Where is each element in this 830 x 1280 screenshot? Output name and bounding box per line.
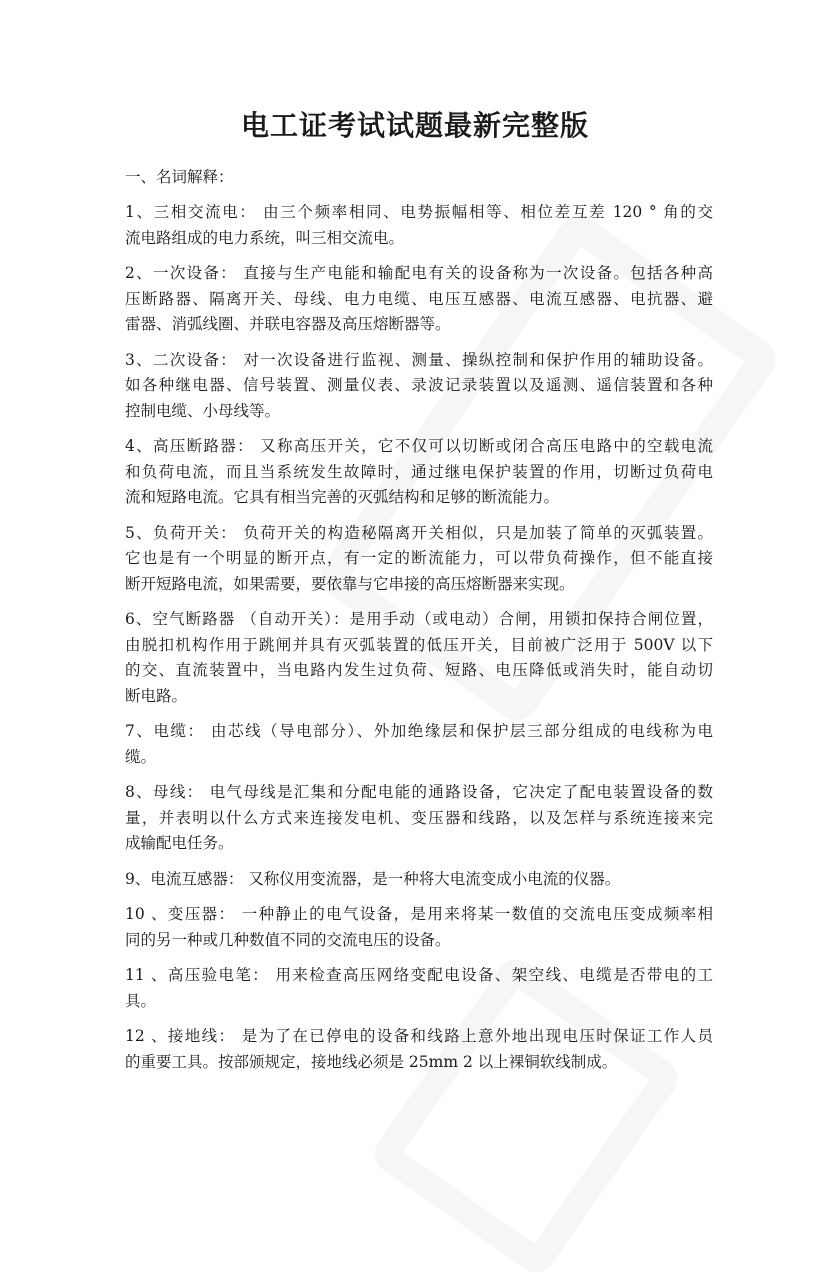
definition-paragraph bbox=[125, 780, 713, 857]
definition-paragraph bbox=[125, 902, 713, 953]
text-line: 雷器、消弧线圈、并联电容器及高压熔断器等。 bbox=[125, 315, 451, 333]
text-line: 和负荷电流，而且当系统发生故障时，通过继电保护装置的作用，切断过负荷电 bbox=[125, 462, 713, 481]
text-line: 7、电缆： 由芯线（导电部分）、外加绝缘层和保护层三部分组成的电线称为电 bbox=[125, 722, 713, 740]
text-line: 6、空气断路器 （自动开关）：是用手动（或电动）合闸，用锁扣保持合闸位置， bbox=[125, 610, 713, 628]
text-line: 由脱扣机构作用于跳闸并具有灭弧装置的低压开关，目前被广泛用于 500V 以下 bbox=[125, 635, 713, 654]
definition-paragraph bbox=[125, 867, 713, 893]
definition-paragraph bbox=[125, 434, 713, 511]
text-line: 2、一次设备： 直接与生产电能和输配电有关的设备称为一次设备。包括各种高 bbox=[125, 264, 713, 282]
text-line: 具。 bbox=[125, 991, 157, 1010]
text-line: 同的另一种或几种数值不同的交流电压的设备。 bbox=[125, 930, 451, 949]
text-line: 流和短路电流。它具有相当完善的灭弧结构和足够的断流能力。 bbox=[125, 488, 560, 506]
text-line: 4、高压断路器： 又称高压开关，它不仅可以切断或闭合高压电路中的空载电流 bbox=[125, 437, 713, 455]
text-line: 1、三相交流电： 由三个频率相同、电势振幅相等、相位差互差 120 ° 角的交 bbox=[125, 203, 713, 221]
definition-paragraph bbox=[125, 719, 713, 770]
text-line: 缆。 bbox=[125, 747, 157, 766]
definition-paragraph bbox=[125, 963, 713, 1014]
document-title: 电工证考试试题最新完整版 bbox=[240, 109, 589, 142]
text-line: 12 、接地线： 是为了在已停电的设备和线路上意外地出现电压时保证工作人员 bbox=[125, 1027, 713, 1045]
definition-paragraph bbox=[125, 200, 713, 251]
definition-paragraph bbox=[125, 521, 713, 598]
text-line: 量，并表明以什么方式来连接发电机、变压器和线路，以及怎样与系统连接来完 bbox=[125, 808, 713, 827]
text-line: 8、母线： 电气母线是汇集和分配电能的通路设备，它决定了配电装置设备的数 bbox=[125, 783, 713, 801]
text-line: 成输配电任务。 bbox=[125, 834, 234, 852]
text-line: 9、电流互感器： 又称仪用变流器，是一种将大电流变成小电流的仪器。 bbox=[125, 869, 621, 888]
definition-paragraph bbox=[125, 607, 713, 709]
text-line: 的交、直流装置中，当电路内发生过负荷、短路、电压降低或消失时，能自动切 bbox=[125, 661, 713, 679]
text-line: 压断路器、隔离开关、母线、电力电缆、电压互感器、电流互感器、电抗器、避 bbox=[125, 289, 713, 308]
section-heading: 一、名词解释： bbox=[125, 168, 234, 186]
text-line: 控制电缆、小母线等。 bbox=[125, 401, 281, 420]
definition-paragraph bbox=[125, 261, 713, 338]
text-line: 3、二次设备： 对一次设备进行监视、测量、操纵控制和保护作用的辅助设备。 bbox=[125, 350, 713, 369]
text-line: 流电路组成的电力系统，叫三相交流电。 bbox=[125, 228, 405, 247]
text-line: 11 、高压验电笔： 用来检查高压网络变配电设备、架空线、电缆是否带电的工 bbox=[125, 966, 713, 984]
definition-list bbox=[125, 200, 713, 1075]
text-line: 断开短路电流，如果需要，要依靠与它串接的高压熔断器来实现。 bbox=[125, 574, 575, 593]
text-line: 5、负荷开关： 负荷开关的构造秘隔离开关相似，只是加装了简单的灭弧装置。 bbox=[125, 523, 713, 542]
definition-paragraph bbox=[125, 348, 713, 425]
text-line: 的重要工具。按部颁规定，接地线必须是 25mm 2 以上裸铜软线制成。 bbox=[125, 1052, 618, 1071]
definition-paragraph bbox=[125, 1024, 713, 1075]
text-line: 10 、变压器： 一种静止的电气设备，是用来将某一数值的交流电压变成频率相 bbox=[125, 905, 713, 923]
text-line: 它也是有一个明显的断开点，有一定的断流能力，可以带负荷操作，但不能直接 bbox=[125, 549, 713, 567]
text-line: 断电路。 bbox=[125, 686, 188, 705]
text-line: 如各种继电器、信号装置、测量仪表、录波记录装置以及遥测、遥信装置和各种 bbox=[125, 376, 713, 394]
document-body bbox=[125, 164, 713, 1085]
